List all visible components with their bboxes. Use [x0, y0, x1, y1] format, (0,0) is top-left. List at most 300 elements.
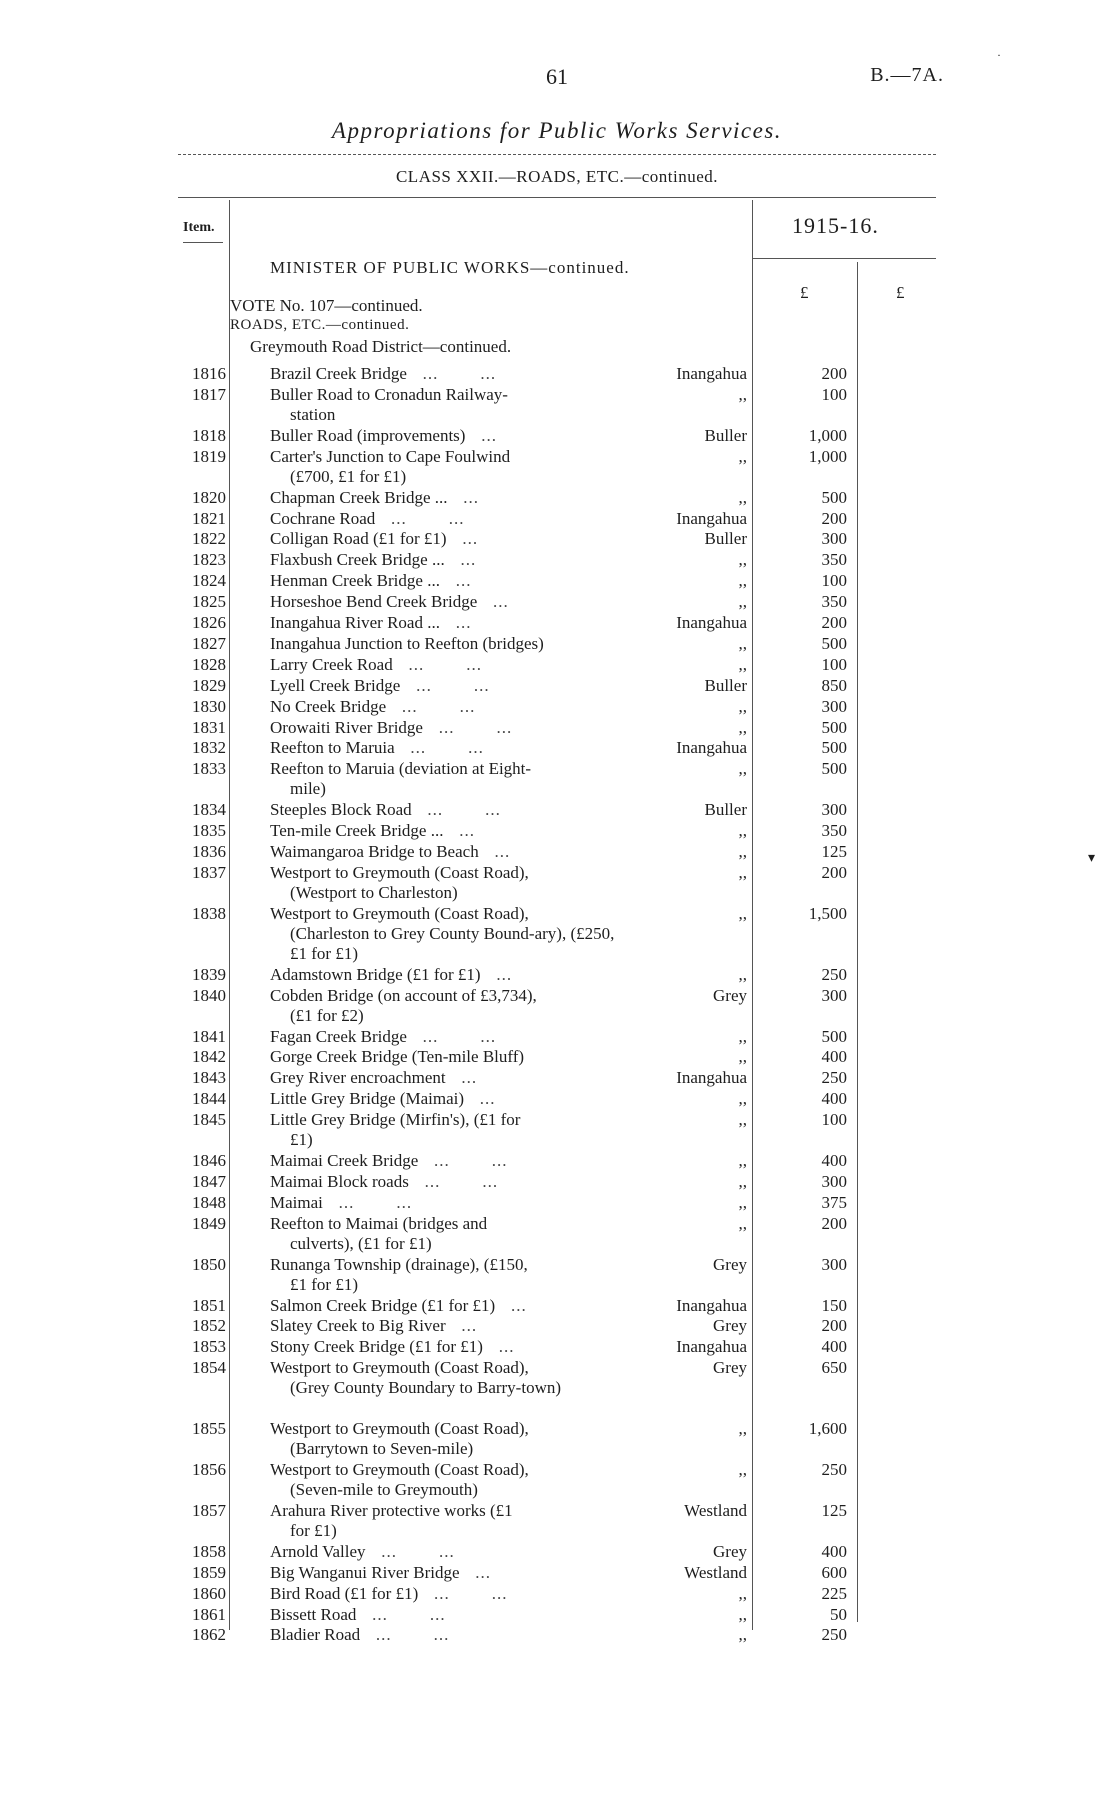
item-description	[270, 1255, 615, 1295]
item-description-text: Reefton to Maruia	[270, 738, 395, 758]
margin-arrow-mark: ▾	[1088, 851, 1096, 866]
item-description	[270, 1214, 615, 1254]
amount-value: 300	[821, 1254, 847, 1274]
electoral-district: ,,	[738, 821, 747, 841]
leader-dots: ...	[445, 1316, 478, 1336]
leader-dots: ... ...	[418, 1583, 508, 1603]
item-number: 1821	[192, 508, 226, 528]
vote-heading: VOTE No. 107—continued.	[230, 296, 423, 315]
item-description-text: Ten-mile Creek Bridge ...	[270, 821, 444, 841]
electoral-district: ,,	[738, 1171, 747, 1191]
amount-value: 200	[821, 508, 847, 528]
item-number: 1831	[192, 717, 226, 737]
leader-dots: ...	[459, 1562, 492, 1582]
item-number: 1843	[192, 1068, 226, 1088]
item-description-continuation: (Seven-mile to Greymouth)	[290, 1480, 478, 1499]
item-number: 1834	[192, 800, 226, 820]
amount-value: 200	[821, 862, 847, 882]
item-description-text: Arnold Valley	[270, 1541, 366, 1561]
amount-value: 1,000	[808, 446, 847, 466]
page-number: 61	[546, 64, 568, 89]
item-description	[270, 634, 615, 654]
item-description-text: Westport to Greymouth (Coast Road),	[270, 862, 529, 882]
electoral-district: ,,	[738, 1110, 747, 1130]
leader-dots: ... ...	[411, 800, 501, 820]
amount-value: 300	[821, 529, 847, 549]
item-number: 1819	[192, 446, 226, 466]
item-number: 1838	[192, 903, 226, 923]
amount-value: 375	[821, 1192, 847, 1212]
amount-value: 100	[821, 571, 847, 591]
item-description	[270, 759, 615, 799]
amount-value: 400	[821, 1541, 847, 1561]
amount-value: 400	[821, 1337, 847, 1357]
leader-dots: ...	[464, 1089, 496, 1109]
electoral-district: ,,	[738, 862, 747, 882]
amount-value: 350	[821, 821, 847, 841]
item-description-text: Westport to Greymouth (Coast Road),	[270, 1460, 529, 1479]
item-description-text: Colligan Road (£1 for £1)	[270, 529, 447, 549]
amount-value: 500	[821, 759, 847, 779]
item-description-text: Stony Creek Bridge (£1 for £1)	[270, 1337, 483, 1357]
subhead-heading: ROADS, ETC.—continued.	[230, 317, 410, 333]
item-description	[270, 718, 615, 738]
item-description-text: Little Grey Bridge (Mirfin's), (£1 for	[270, 1110, 521, 1130]
item-number: 1820	[192, 487, 226, 507]
item-description-text: Larry Creek Road	[270, 654, 393, 674]
amount-value: 250	[821, 1625, 847, 1645]
leader-dots: ...	[477, 592, 509, 612]
leader-dots: ... ...	[418, 1151, 508, 1170]
item-description-text: Westport to Greymouth (Coast Road),	[270, 903, 529, 923]
item-number: 1861	[192, 1604, 226, 1624]
item-description-text: Waimangaroa Bridge to Beach	[270, 842, 479, 861]
item-description-text: Slatey Creek to Big River	[270, 1316, 446, 1336]
item-description	[270, 1625, 615, 1645]
electoral-district: ,,	[738, 1026, 747, 1046]
table-top-rule	[178, 197, 936, 198]
item-description-text: Henman Creek Bridge ...	[270, 571, 440, 591]
item-number: 1822	[192, 529, 226, 549]
amount-value: 250	[821, 1068, 847, 1088]
amount-value: 125	[821, 1500, 847, 1520]
leader-dots: ...	[444, 550, 477, 570]
item-description	[270, 800, 615, 820]
item-number: 1859	[192, 1562, 226, 1582]
amount-value: 500	[821, 487, 847, 507]
electoral-district: ,,	[738, 1089, 747, 1109]
item-description	[270, 655, 615, 675]
item-number: 1839	[192, 964, 226, 984]
item-description-text: Cobden Bridge (on account of £3,734),	[270, 985, 537, 1005]
amount-value: 300	[821, 985, 847, 1005]
currency-symbol-2: £	[896, 283, 905, 302]
amount-value: 500	[821, 717, 847, 737]
item-header-rule	[183, 242, 223, 243]
amount-value: 1,000	[808, 425, 847, 445]
electoral-district: Inangahua	[676, 613, 747, 632]
item-number: 1829	[192, 675, 226, 695]
amount-column-rule	[752, 200, 753, 1630]
item-description	[270, 1296, 615, 1316]
item-number: 1857	[192, 1500, 226, 1520]
item-number: 1862	[192, 1625, 226, 1645]
item-description-text: Inangahua River Road ...	[270, 613, 440, 632]
item-number: 1858	[192, 1541, 226, 1561]
item-description-continuation: (Barrytown to Seven-mile)	[290, 1439, 474, 1459]
amount-value: 400	[821, 1047, 847, 1067]
district-heading: Greymouth Road District—continued.	[250, 337, 512, 356]
leader-dots: ... ...	[422, 717, 513, 737]
item-description	[270, 697, 615, 717]
item-description-text: Maimai Block roads	[270, 1171, 409, 1191]
electoral-district: Inangahua	[676, 508, 747, 528]
item-column-rule	[229, 200, 230, 1630]
item-description-continuation: (Charleston to Grey County Bound-ary), (£250, £1 for £1)	[290, 923, 615, 963]
item-description	[270, 738, 615, 758]
amount-value: 200	[821, 1213, 847, 1233]
item-description	[270, 1460, 615, 1500]
leader-dots: ... ...	[392, 654, 482, 674]
amount-value: 500	[821, 738, 847, 758]
item-description-text: No Creek Bridge	[270, 696, 387, 716]
item-description-text: Reefton to Maimai (bridges and	[270, 1213, 488, 1233]
item-description	[270, 842, 615, 862]
leader-dots: ...	[445, 1068, 478, 1088]
item-number: 1818	[192, 425, 226, 445]
leader-dots: ...	[478, 842, 511, 861]
item-description-continuation: (£1 for £2)	[290, 1005, 364, 1025]
item-number: 1845	[192, 1110, 226, 1130]
item-description-text: Bird Road (£1 for £1)	[270, 1583, 419, 1603]
item-description-continuation: (Westport to Charleston)	[290, 882, 458, 902]
item-description	[270, 1584, 615, 1604]
amount-value: 100	[821, 384, 847, 404]
electoral-district: ,,	[738, 759, 747, 779]
item-description	[270, 1501, 615, 1541]
item-description	[270, 613, 615, 633]
leader-dots: ... ...	[394, 738, 484, 758]
item-description	[270, 1358, 615, 1398]
item-description	[270, 1089, 615, 1109]
item-description	[270, 1068, 615, 1088]
item-description	[270, 529, 615, 549]
item-description-text: Buller Road to Cronadun Railway-	[270, 384, 508, 404]
item-number: 1852	[192, 1316, 226, 1336]
amount-value: 125	[821, 842, 847, 861]
item-description-continuation: £1)	[290, 1130, 313, 1150]
leader-dots: ...	[439, 613, 472, 632]
currency-symbol-1: £	[800, 283, 809, 302]
electoral-district: ,,	[738, 1604, 747, 1624]
item-description-text: Bladier Road	[270, 1625, 361, 1645]
leader-dots: ... ...	[365, 1541, 455, 1561]
electoral-district: ,,	[738, 550, 747, 570]
electoral-district: Westland	[684, 1562, 747, 1582]
item-number: 1850	[192, 1254, 226, 1274]
leader-dots: ...	[495, 1295, 527, 1315]
item-description	[270, 550, 615, 570]
item-description	[270, 821, 615, 841]
item-description-text: Chapman Creek Bridge ...	[270, 487, 448, 507]
amount-value: 300	[821, 800, 847, 820]
page-title: Appropriations for Public Works Services.	[331, 118, 783, 143]
amount-value: 650	[821, 1358, 847, 1378]
item-number: 1816	[192, 364, 226, 383]
item-number: 1825	[192, 592, 226, 612]
item-description	[270, 965, 615, 985]
item-description-text: Grey River encroachment	[270, 1068, 446, 1088]
item-description	[270, 1605, 615, 1625]
item-description-text: Fagan Creek Bridge	[270, 1026, 407, 1046]
electoral-district: ,,	[738, 903, 747, 923]
item-description-text: Bissett Road	[270, 1604, 357, 1624]
item-description	[270, 1193, 615, 1213]
amount-value: 1,600	[808, 1419, 847, 1439]
electoral-district: ,,	[738, 571, 747, 591]
item-description	[270, 1151, 615, 1171]
item-description	[270, 1563, 615, 1583]
item-description-continuation: (£700, £1 for £1)	[290, 466, 407, 486]
leader-dots: ... ...	[408, 1171, 499, 1191]
item-description-text: Lyell Creek Bridge	[270, 675, 401, 695]
item-description	[270, 676, 615, 696]
item-number: 1827	[192, 633, 226, 653]
amount-value: 100	[821, 654, 847, 674]
item-description-text: Westport to Greymouth (Coast Road),	[270, 1419, 529, 1439]
item-description	[270, 1110, 615, 1150]
item-description	[270, 863, 615, 903]
item-number: 1851	[192, 1295, 226, 1315]
item-column-header: Item.	[183, 220, 215, 235]
item-description-continuation: £1 for £1)	[290, 1274, 358, 1294]
item-description-text: Horseshoe Bend Creek Bridge	[270, 592, 478, 612]
item-description-text: Steeples Block Road	[270, 800, 412, 820]
item-description-text: Big Wanganui River Bridge	[270, 1562, 460, 1582]
item-description-text: Maimai	[270, 1192, 323, 1212]
document-reference: B.—7A.	[870, 64, 944, 86]
leader-dots: ... ...	[386, 696, 476, 716]
year-header-rule	[752, 258, 936, 259]
item-number: 1837	[192, 862, 226, 882]
item-description-text: Adamstown Bridge (£1 for £1)	[270, 964, 481, 984]
amount-value: 300	[821, 696, 847, 716]
amount-value: 225	[821, 1583, 847, 1603]
ministry-heading: MINISTER OF PUBLIC WORKS—continued.	[270, 258, 630, 277]
electoral-district: Buller	[704, 529, 747, 549]
electoral-district: ,,	[738, 1583, 747, 1603]
subtotal-column-rule	[857, 262, 858, 1622]
item-number: 1855	[192, 1419, 226, 1439]
electoral-district: ,,	[738, 1419, 747, 1439]
electoral-district: Grey	[713, 1254, 747, 1274]
item-number: 1824	[192, 571, 226, 591]
item-description	[270, 1542, 615, 1562]
item-number: 1842	[192, 1047, 226, 1067]
leader-dots: ...	[465, 425, 497, 445]
leader-dots: ...	[443, 821, 475, 841]
item-number: 1835	[192, 821, 226, 841]
item-description	[270, 1027, 615, 1047]
leader-dots: ...	[447, 487, 480, 507]
leader-dots: ... ...	[360, 1625, 450, 1645]
item-number: 1833	[192, 759, 226, 779]
amount-value: 850	[821, 675, 847, 695]
item-number: 1830	[192, 696, 226, 716]
item-number: 1860	[192, 1583, 226, 1603]
electoral-district: Grey	[713, 1541, 747, 1561]
electoral-district: ,,	[738, 487, 747, 507]
amount-value: 350	[821, 550, 847, 570]
item-description	[270, 385, 615, 425]
electoral-district: Grey	[713, 1316, 747, 1336]
item-description-text: Arahura River protective works (£1	[270, 1500, 513, 1520]
item-number: 1828	[192, 654, 226, 674]
electoral-district: Inangahua	[676, 1068, 747, 1088]
item-description-continuation: culverts), (£1 for £1)	[290, 1233, 432, 1253]
amount-value: 250	[821, 964, 847, 984]
amount-value: 500	[821, 633, 847, 653]
item-description-text: Reefton to Maruia (deviation at Eight-	[270, 759, 532, 779]
leader-dots: ... ...	[375, 508, 465, 528]
item-number: 1847	[192, 1171, 226, 1191]
item-number: 1846	[192, 1151, 226, 1170]
item-number: 1817	[192, 384, 226, 404]
item-description	[270, 1419, 615, 1459]
item-description	[270, 571, 615, 591]
year-column-header: 1915-16.	[792, 213, 879, 238]
electoral-district: Buller	[704, 425, 747, 445]
item-description	[270, 1047, 615, 1067]
item-number: 1854	[192, 1358, 226, 1378]
amount-value: 400	[821, 1151, 847, 1170]
electoral-district: ,,	[738, 964, 747, 984]
electoral-district: ,,	[738, 654, 747, 674]
item-description	[270, 509, 615, 529]
amount-value: 300	[821, 1171, 847, 1191]
item-description	[270, 1337, 615, 1357]
item-number: 1849	[192, 1213, 226, 1233]
amount-value: 350	[821, 592, 847, 612]
item-number: 1826	[192, 613, 226, 632]
amount-value: 200	[821, 613, 847, 632]
item-description-text: Maimai Creek Bridge	[270, 1151, 419, 1170]
leader-dots: ... ...	[406, 1026, 497, 1046]
item-description	[270, 426, 615, 446]
leader-dots: ...	[480, 964, 513, 984]
item-description-continuation: station	[290, 404, 336, 424]
item-description	[270, 447, 615, 487]
item-description-text: Cochrane Road	[270, 508, 376, 528]
item-number: 1844	[192, 1089, 226, 1109]
item-number: 1823	[192, 550, 226, 570]
item-description-text: Carter's Junction to Cape Foulwind	[270, 446, 511, 466]
item-description-text: Runanga Township (drainage), (£150,	[270, 1254, 528, 1274]
item-number: 1840	[192, 985, 226, 1005]
item-description	[270, 1172, 615, 1192]
margin-mark: ·	[997, 48, 1001, 62]
electoral-district: ,,	[738, 696, 747, 716]
electoral-district: ,,	[738, 592, 747, 612]
leader-dots: ...	[446, 529, 479, 549]
item-number: 1848	[192, 1192, 226, 1212]
item-description-text: Westport to Greymouth (Coast Road),	[270, 1358, 529, 1378]
item-description	[270, 986, 615, 1026]
electoral-district: Inangahua	[676, 1295, 747, 1315]
item-description-continuation: for £1)	[290, 1520, 337, 1540]
item-description-text: Buller Road (improvements)	[270, 425, 466, 445]
leader-dots: ...	[439, 571, 472, 591]
item-number: 1856	[192, 1460, 226, 1479]
electoral-district: ,,	[738, 633, 747, 653]
item-description-text: Little Grey Bridge (Maimai)	[270, 1089, 465, 1109]
title-rule	[178, 154, 936, 155]
item-description-text: Orowaiti River Bridge	[270, 717, 423, 737]
class-heading: CLASS XXII.—ROADS, ETC.—continued.	[395, 167, 719, 186]
amount-value: 50	[830, 1604, 847, 1624]
item-description	[270, 1316, 615, 1336]
electoral-district: Inangahua	[676, 1337, 747, 1357]
electoral-district: ,,	[738, 1047, 747, 1067]
amount-value: 600	[821, 1562, 847, 1582]
item-description	[270, 364, 615, 384]
amount-value: 250	[821, 1460, 847, 1479]
amount-value: 150	[821, 1295, 847, 1315]
item-number: 1853	[192, 1337, 226, 1357]
electoral-district: ,,	[738, 1625, 747, 1645]
electoral-district: ,,	[738, 1151, 747, 1170]
item-description	[270, 592, 615, 612]
electoral-district: ,,	[738, 717, 747, 737]
item-description	[270, 904, 615, 964]
item-description	[270, 488, 615, 508]
amount-value: 100	[821, 1110, 847, 1130]
item-number: 1841	[192, 1026, 226, 1046]
amount-value: 400	[821, 1089, 847, 1109]
amount-value: 1,500	[808, 903, 847, 923]
electoral-district: ,,	[738, 446, 747, 466]
electoral-district: Inangahua	[676, 738, 747, 758]
leader-dots: ...	[482, 1337, 515, 1357]
electoral-district: Westland	[684, 1500, 747, 1520]
electoral-district: Buller	[704, 675, 747, 695]
item-number: 1836	[192, 842, 226, 861]
item-description-text: Gorge Creek Bridge (Ten-mile Bluff)	[270, 1047, 525, 1067]
item-description-text: Salmon Creek Bridge (£1 for £1)	[270, 1295, 496, 1315]
amount-value: 500	[821, 1026, 847, 1046]
item-description-continuation: (Grey County Boundary to Barry-town)	[290, 1378, 562, 1398]
electoral-district: Grey	[713, 985, 747, 1005]
electoral-district: Buller	[704, 800, 747, 820]
item-description-continuation: mile)	[290, 779, 326, 799]
item-description-text: Inangahua Junction to Reefton (bridges)	[270, 633, 544, 653]
item-description-text: Flaxbush Creek Bridge ...	[270, 550, 445, 570]
electoral-district: Inangahua	[676, 364, 747, 383]
amount-value: 200	[821, 364, 847, 383]
electoral-district: ,,	[738, 1213, 747, 1233]
item-number: 1832	[192, 738, 226, 758]
leader-dots: ... ...	[400, 675, 490, 695]
leader-dots: ... ...	[356, 1604, 446, 1624]
leader-dots: ... ...	[406, 364, 497, 383]
item-description-text: Brazil Creek Bridge	[270, 364, 407, 383]
electoral-district: ,,	[738, 1460, 747, 1479]
electoral-district: ,,	[738, 1192, 747, 1212]
leader-dots: ... ...	[322, 1192, 413, 1212]
electoral-district: ,,	[738, 384, 747, 404]
electoral-district: ,,	[738, 842, 747, 861]
electoral-district: Grey	[713, 1358, 747, 1378]
